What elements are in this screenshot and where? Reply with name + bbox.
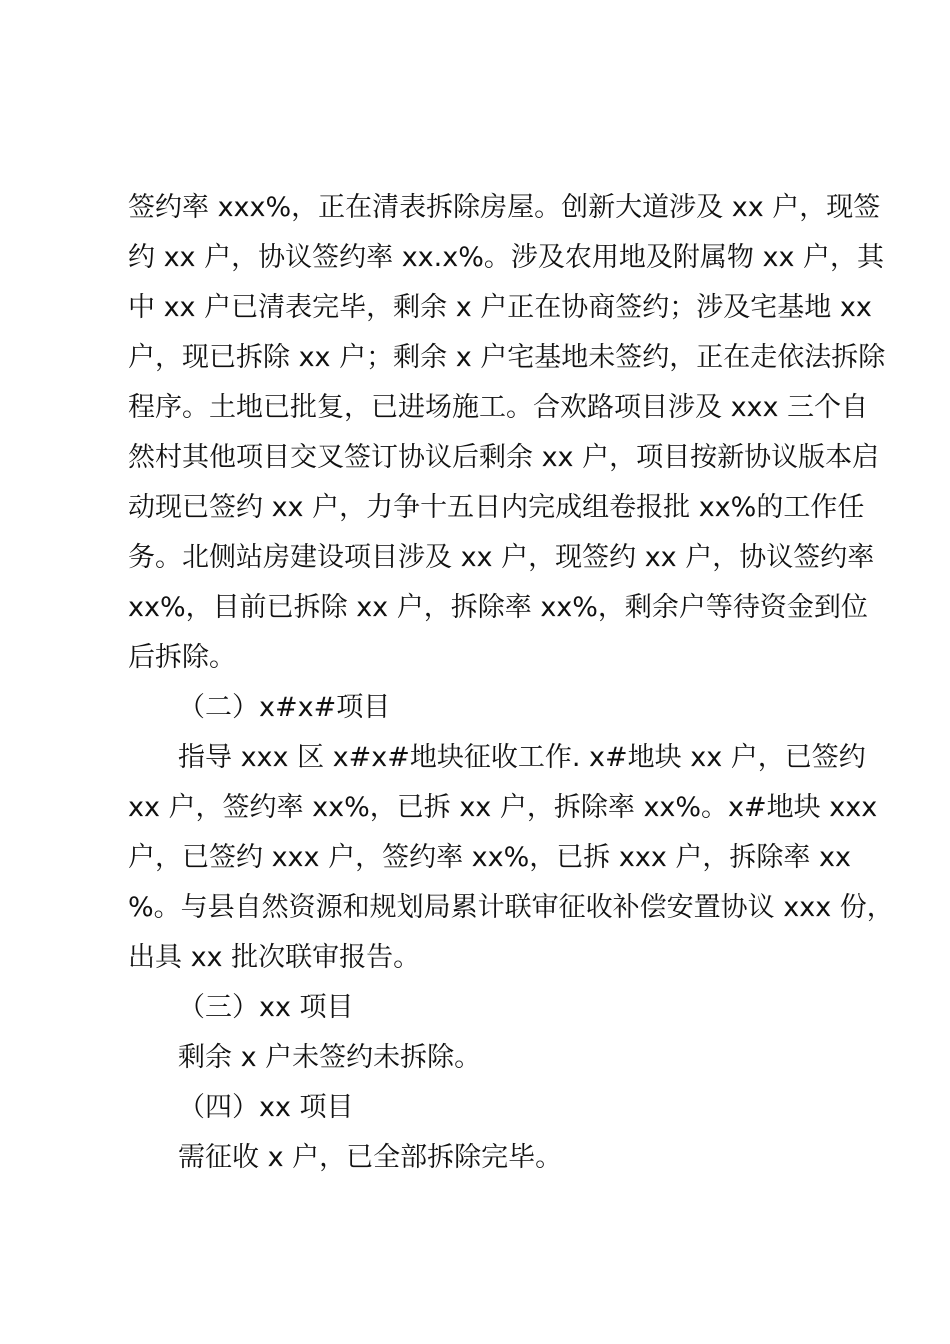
paragraph-section-2 bbox=[128, 733, 894, 983]
text-line: %。与县自然资源和规划局累计联审征收补偿安置协议 xxx 份， bbox=[128, 892, 894, 923]
text-line: xx%，目前已拆除 xx 户，拆除率 xx%，剩余户等待资金到位 bbox=[128, 592, 868, 623]
text-line: 指导 xxx 区 x#x#地块征收工作. x#地块 xx 户，已签约 bbox=[178, 742, 866, 773]
section-heading-3: （三）xx 项目 bbox=[178, 992, 354, 1023]
paragraph-section-4: 需征收 x 户，已全部拆除完毕。 bbox=[178, 1142, 563, 1173]
text-line: 约 xx 户，协议签约率 xx.x%。涉及农用地及附属物 xx 户，其 bbox=[128, 242, 884, 273]
text-line: 中 xx 户已清表完毕，剩余 x 户正在协商签约；涉及宅基地 xx bbox=[128, 292, 872, 323]
text-line: 程序。土地已批复，已进场施工。合欢路项目涉及 xxx 三个自 bbox=[128, 392, 869, 423]
text-line: 后拆除。 bbox=[128, 642, 236, 673]
text-line: 动现已签约 xx 户，力争十五日内完成组卷报批 xx%的工作任 bbox=[128, 492, 865, 523]
document-body bbox=[128, 183, 894, 1183]
text-line: 务。北侧站房建设项目涉及 xx 户，现签约 xx 户，协议签约率 bbox=[128, 542, 875, 573]
text-line: 出具 xx 批次联审报告。 bbox=[128, 942, 421, 973]
text-line: 户，已签约 xxx 户，签约率 xx%，已拆 xxx 户，拆除率 xx bbox=[128, 842, 851, 873]
paragraph-progress-summary bbox=[128, 183, 886, 683]
text-line: 签约率 xxx%，正在清表拆除房屋。创新大道涉及 xx 户，现签 bbox=[128, 192, 881, 223]
text-line: xx 户，签约率 xx%，已拆 xx 户，拆除率 xx%。x#地块 xxx bbox=[128, 792, 878, 823]
text-line: 然村其他项目交叉签订协议后剩余 xx 户，项目按新协议版本启 bbox=[128, 442, 880, 473]
section-heading-4: （四）xx 项目 bbox=[178, 1092, 354, 1123]
section-heading-2: （二）x#x#项目 bbox=[178, 692, 391, 723]
paragraph-section-3: 剩余 x 户未签约未拆除。 bbox=[178, 1042, 482, 1073]
text-line: 户，现已拆除 xx 户；剩余 x 户宅基地未签约，正在走依法拆除 bbox=[128, 342, 886, 373]
